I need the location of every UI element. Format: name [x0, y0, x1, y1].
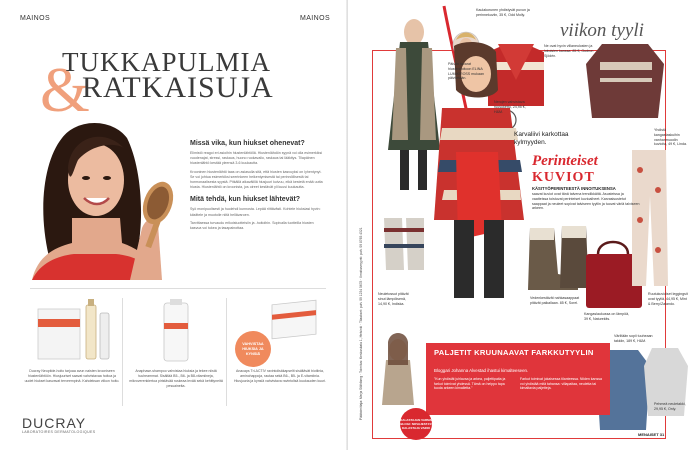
title-ampersand: & [40, 54, 90, 125]
article-body [190, 140, 324, 234]
caption-sweater: Yhdistä kangastaskuihin vanhanmuodin kuvioita, 49 €, Linda. [654, 128, 687, 147]
section-2-heading: Mitä tehdä, kun hiukset lähtevät? [190, 196, 301, 204]
brand-subtitle: LABORATOIRES DERMATOLOGIQUES [22, 430, 96, 434]
anacaps-description: Anacaps Tri-ACTIV ravintolisäkapselit sisältävät biotiinia, aminohappoja, rautaa sekä B6-, B5- ja E-vitamiinia. Hiusjuuria ja kynsiä vahvistava ravintolisä kuukauden kuuri. [233, 369, 327, 383]
page-footer: MENAISET 31 [638, 432, 665, 437]
product-anaphase [128, 297, 224, 407]
neoptide-description: Ducray Neoptide-hoito tarjoaa avun naisten krooniseen hiustenlähtöön. Hiusjuuriset saavat vahvistavaa hoitoa ja uudet hiukset kasvavat terveempinä. Kahdeksan viikon hoito. [24, 369, 120, 383]
caption-neckpiece: Nerojen vahvistava ruusukettu, 24,95 €, H&M. [494, 100, 526, 114]
headline-kuviot: KUVIOT [532, 170, 595, 185]
ad-label: MAINOS [20, 15, 51, 22]
anaphase-description: Anaphase-shampoo vahvistaa hiuksia ja tekee niistä tuuheammat. Sisältää B5-, B6- ja B8-vitamiineja, mikroverenkiertoa piristävää ruskeaa levää sekä kehittyneitä pesuaineita. [129, 369, 223, 388]
anaphase-product-image [128, 297, 224, 365]
brand-logo: DUCRAY [22, 415, 87, 431]
feature-lead-body: saavat kuviot ovat tänä talvena trendikkäitä. Asusteissa ja vaatteissa toistuvat perinteiset kuvioaiheet. Karvasisustetut saappaat ja neuleet sopivat talviseen tyyliin ja tuovat väriä talviseen arkeen. [532, 192, 640, 211]
caption-leggings: Ruutukuvioiset leggingsit ovat tyyliä, 44,95 €, Mint & Berry/Zalando. [648, 292, 688, 306]
blogger-photo [382, 333, 414, 405]
section-1-paragraph-2: Krooninen hiustenlähtö taas on asiasulla sitä, että hiusten kasvuyksi on lyhentynyt. Se voi johtua esimerkiksi seerinkeen heikentymisestä tai perinnöllisestä tai hormonaalisesta syystä. Pitkällä aikavälillä hiusjuuri kuivuu, eikä kestetä enää uutta hiusta. Hiustenlähtö on kroonista, jos oireet kestävät yli kuusi kuukautta. [190, 169, 323, 190]
model-fur-vest [388, 19, 440, 190]
sequin-banner [426, 343, 610, 415]
sweater-item [586, 44, 664, 118]
caption-cardigan: Pehmeä neuletakki, 29,95 €, Only. [654, 402, 686, 411]
section-1-heading: Missä vika, kun hiukset ohenevat? [190, 140, 305, 147]
section-2-paragraph-1: Syö monipuolisesti ja huolehdi kunnosta. Lepää riittävästi. Kohtele hiuksiasi hyvin: käsittele ja muotoile niitä hellävaroen. [190, 207, 321, 217]
caption-clip: Päivän tavarat hiustenhoitoon ELINA LUMIKIROSS mukaan päivitetään. [448, 62, 484, 81]
masthead-sidebar: Päätoimittaja: Merja Ståhlberg · Toimitus: Keskuskatu 1, Helsinki · Tilaukset: puh. 09 1234 5678 · Ilmoitusmyynti: puh. 09 8765 4321 [359, 227, 363, 420]
banner-title: PALJETIT KRUUNAAVAT FARKKUTYYLIN [434, 348, 594, 357]
section-title: viikon tyyli [560, 20, 644, 41]
caption-vest: Ne ovat hyvin villaneulosten ja lukuisien kanssa. 85 €, Gudrun Sjödén. [544, 44, 594, 58]
caption-bag: Kangaslaukussa on lämpöä, 39 €, Naturekits. [584, 312, 630, 321]
product-neoptide [24, 297, 120, 407]
caption-socks: Neuletossut pitävät sinut lämpöisenä, 14,90 €, Indiska. [378, 292, 409, 306]
banner-column-2: Farkut toimivat jokaisessa tilanteessa. Niiden kanssa voi yhdistää mitä tahansa: villapaitaa, neuletta tai kimaltavia paljetteja. [520, 377, 602, 391]
leggings-item [632, 150, 668, 286]
title-line-1: TUKKAPULMIA [62, 47, 271, 77]
product-divider [30, 288, 326, 289]
banner-column-1: "Kun yhdistät juhlavaa ja arkea, paljettipaita ja farkut toimivat yhdessä. Tämä on helppo tapa tuoda arkeen kimalletta." [434, 377, 506, 391]
caption-jacket: Väriltään sopii tuuheaan takkiin, 189 €, H&M. [614, 334, 653, 343]
banner-subtitle: Bloggari Johanna Alvestad ihastui kimalteeseen. [434, 368, 529, 373]
strengthen-badge: VAHVISTAA HIUKSIA JA KYNSIÄ [235, 331, 271, 367]
model-photo [12, 108, 180, 280]
karvaliivi-callout: Karvaliivi karkottaa kylmyyden. [514, 131, 569, 146]
feature-lead-title: KÄSITYÖPERINTEESTÄ INNOITUKSENSA [532, 186, 616, 191]
product-separator-2 [226, 298, 227, 406]
product-separator-1 [122, 298, 123, 406]
ad-label-right: MAINOS [300, 15, 331, 22]
section-2-paragraph-2: Tarvittaessa turvaudu erikoistuotteisiin ja -hoitoihin. Sopivalla tuotteilla hiusten kasvua voi tukea ja tasapainottaa. [190, 220, 314, 231]
socks-item [384, 218, 424, 270]
section-1-paragraph-1: Elimistö reagoi eri asioihin hiustenlähtöllä. Hiustenlähdön syynä voi olla esimerkiksi vuodenajat, stressi, raskaus, huono ruokavalio, raskaus tai lääkitys. Tilapäinen hiustenlähtö kestää yleensä 3-6 kuukautta. [190, 151, 323, 166]
title-line-2: RATKAISUJA [82, 71, 274, 104]
right-page [300, 0, 696, 450]
caption-boots: Vedenkestävät nahkasaappaat pitävät paikallaan. 85 €, Sorel. [530, 296, 580, 305]
neoptide-product-image [24, 297, 120, 365]
headline-perinteiset: Perinteiset [532, 153, 598, 169]
caption-scarf: Kaulakorunen yhdistyvät puvun ja perinnekuviin, 35 €, Odd Molly. [476, 8, 530, 17]
blog-link-badge[interactable]: KALASTAJAN VARMA BLOGI: NOVAJEST.FI/ KALASTAJA VAINO [400, 408, 432, 440]
